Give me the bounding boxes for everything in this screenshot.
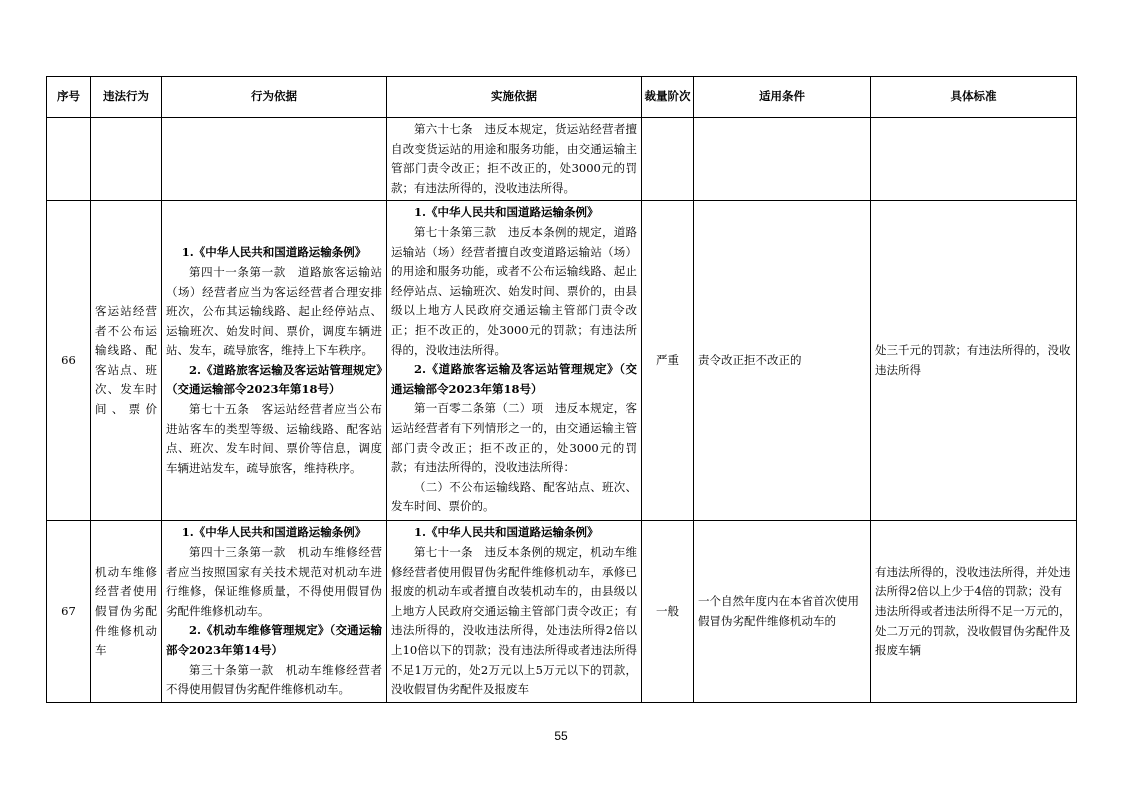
cell-specific-standard: 有违法所得的，没收违法所得，并处违法所得2倍以上少于4倍的罚款；没有违法所得或者违法所得不足一万元的，处二万元的罚款，没收假冒伪劣配件及报废车辆 bbox=[871, 521, 1077, 703]
table-row-continued bbox=[47, 118, 1077, 201]
cell-discretion-level: 一般 bbox=[642, 521, 694, 703]
header-row bbox=[47, 77, 1077, 118]
table-row-67 bbox=[47, 521, 1077, 703]
basis-heading: 2.《道路旅客运输及客运站管理规定》（交通运输部令2023年第18号） bbox=[166, 362, 382, 397]
cell-implementation-basis bbox=[387, 201, 642, 521]
basis-paragraph: 第四十一条第一款 道路旅客运输站（场）经营者应当为客运经营者合理安排班次，公布其运输线路、起止经停站点、运输班次、始发时间、票价，调度车辆进站、发车，疏导旅客，维持上下车秩序。 bbox=[166, 264, 382, 358]
cell-conduct-basis bbox=[162, 201, 387, 521]
basis-heading: 1.《中华人民共和国道路运输条例》 bbox=[181, 245, 367, 260]
header-discretion-level: 裁量阶次 bbox=[642, 77, 694, 118]
cell-conduct-basis bbox=[162, 521, 387, 703]
header-serial-number: 序号 bbox=[47, 77, 91, 118]
impl-paragraph: （二）不公布运输线路、配客站点、班次、发车时间、票价的。 bbox=[391, 479, 637, 514]
header-violation: 违法行为 bbox=[91, 77, 162, 118]
impl-paragraph: 第七十条第三款 违反本条例的规定，道路运输站（场）经营者擅自改变道路运输站（场）的用途和服务功能，或者不公布运输线路、起止经停站点、运输班次、始发时间、票价的，由县级以上地方人民政府交通运输主管部门责令改正；拒不改正的，处3000元的罚款；有违法所得的，没收违法所得。 bbox=[391, 224, 637, 357]
cell-violation: 机动车维修经营者使用假冒伪劣配件维修机动车 bbox=[91, 521, 162, 703]
impl-heading: 1.《中华人民共和国道路运输条例》 bbox=[414, 205, 599, 220]
cell-std bbox=[871, 118, 1077, 201]
penalty-table bbox=[46, 76, 1077, 703]
cell-specific-standard: 处三千元的罚款；有违法所得的，没收违法所得 bbox=[871, 201, 1077, 521]
cell-applicable-conditions: 责令改正拒不改正的 bbox=[694, 201, 871, 521]
impl-heading: 2.《道路旅客运输及客运站管理规定》（交通运输部令2023年第18号） bbox=[391, 362, 637, 396]
basis-paragraph: 第三十条第一款 机动车维修经营者不得使用假冒伪劣配件维修机动车。 bbox=[166, 662, 382, 697]
impl-paragraph: 第七十一条 违反本条例的规定，机动车维修经营者使用假冒伪劣配件维修机动车，承修已报废的机动车或者擅自改装机动车的，由县级以上地方人民政府交通运输主管部门责令改正；有违法所得的，没收违法所得，处违法所得2倍以上10倍以下的罚款；没有违法所得或者违法所得不足1万元的，处2万元以上5万元以下的罚款，没收假冒伪劣配件及报废车 bbox=[391, 544, 637, 697]
header-applicable-conditions: 适用条件 bbox=[694, 77, 871, 118]
cell-impl bbox=[387, 118, 642, 201]
impl-heading: 1.《中华人民共和国道路运输条例》 bbox=[414, 525, 599, 540]
impl-paragraph: 第一百零二条第（二）项 违反本规定，客运站经营者有下列情形之一的，由交通运输主管部门责令改正；拒不改正的，处3000元的罚款；有违法所得的，没收违法所得： bbox=[391, 401, 637, 475]
basis-heading: 1.《中华人民共和国道路运输条例》 bbox=[181, 525, 367, 540]
cell-applicable-conditions: 一个自然年度内在本省首次使用假冒伪劣配件维修机动车的 bbox=[694, 521, 871, 703]
cell-cond bbox=[694, 118, 871, 201]
cell-discretion-level: 严重 bbox=[642, 201, 694, 521]
header-specific-standard: 具体标准 bbox=[871, 77, 1077, 118]
cell-implementation-basis bbox=[387, 521, 642, 703]
cell-act bbox=[91, 118, 162, 201]
cell-basis bbox=[162, 118, 387, 201]
table-row-66 bbox=[47, 201, 1077, 521]
header-conduct-basis: 行为依据 bbox=[162, 77, 387, 118]
header-implementation-basis: 实施依据 bbox=[387, 77, 642, 118]
impl-paragraph: 第六十七条 违反本规定，货运站经营者擅自改变货运站的用途和服务功能，由交通运输主管部门责令改正；拒不改正的，处3000元的罚款；有违法所得的，没收违法所得。 bbox=[391, 122, 637, 195]
cell-no bbox=[47, 118, 91, 201]
basis-paragraph: 第四十三条第一款 机动车维修经营者应当按照国家有关技术规范对机动车进行维修，保证维修质量，不得使用假冒伪劣配件维修机动车。 bbox=[166, 544, 382, 618]
basis-paragraph: 第七十五条 客运站经营者应当公布进站客车的类型等级、运输线路、配客站点、班次、发车时间、票价等信息，调度车辆进站发车，疏导旅客，维持秩序。 bbox=[166, 402, 382, 475]
basis-heading: 2.《机动车维修管理规定》（交通运输部令2023年第14号） bbox=[166, 623, 382, 657]
cell-serial-number: 66 bbox=[47, 201, 91, 521]
cell-violation: 客运站经营者不公布运输线路、配客站点、班次、发车时间、票价 bbox=[91, 201, 162, 521]
cell-level bbox=[642, 118, 694, 201]
cell-serial-number: 67 bbox=[47, 521, 91, 703]
page-number: 55 bbox=[554, 729, 568, 743]
